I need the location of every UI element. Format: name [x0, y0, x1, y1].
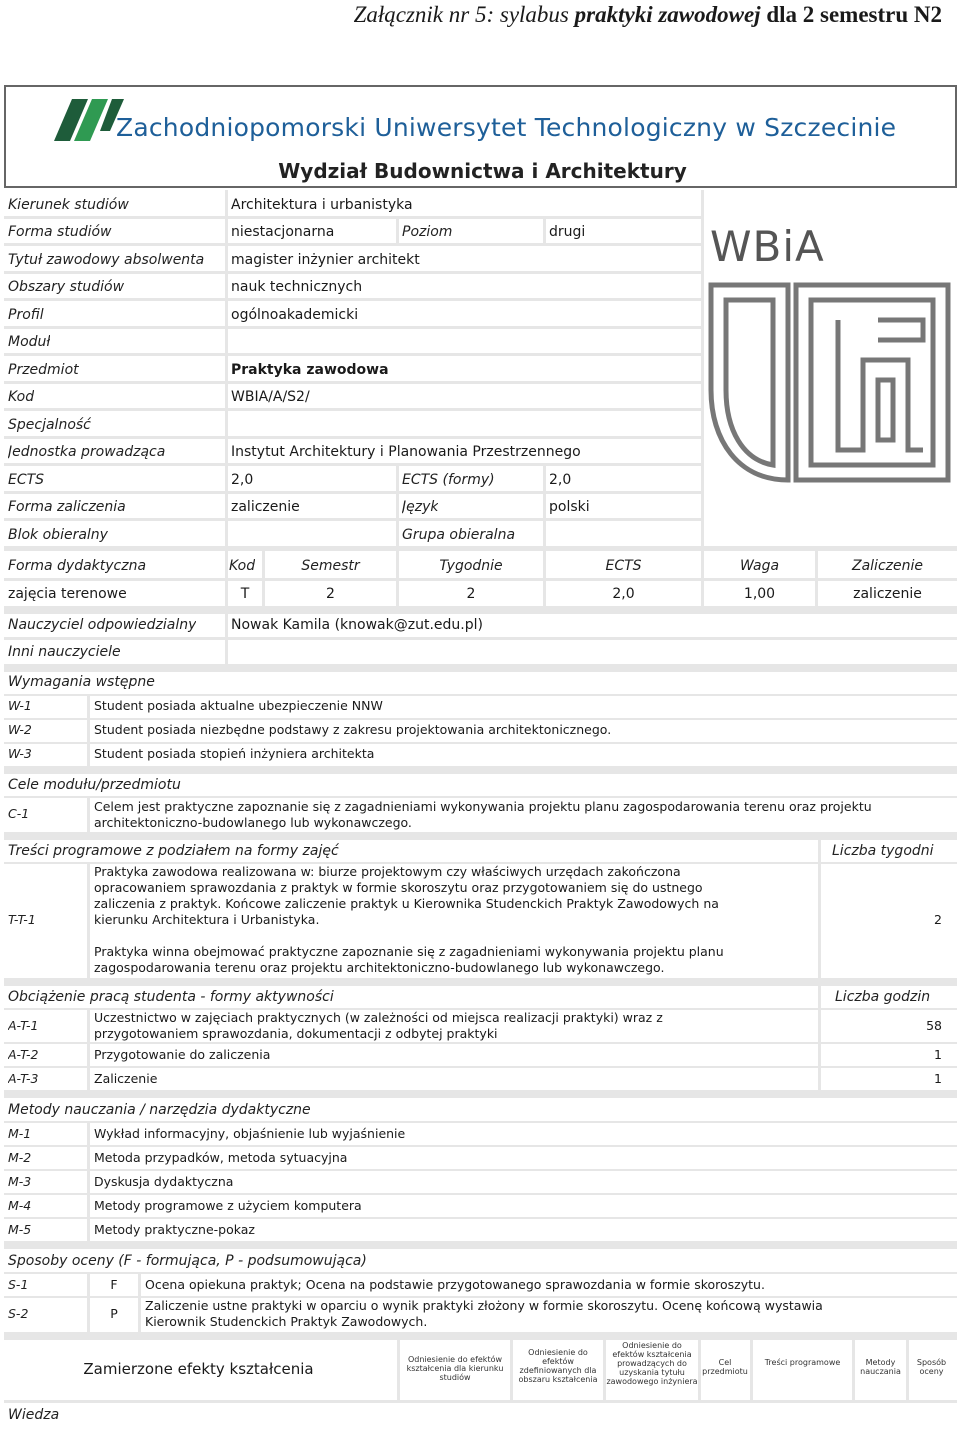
content-col-header: Liczba tygodni — [832, 843, 934, 859]
value-nauczyciel: Nowak Kamila (knowak@zut.edu.pl) — [231, 617, 483, 633]
label-kierunek: Kierunek studiów — [8, 197, 129, 213]
workload-hours: 58 — [926, 1018, 942, 1033]
req-code: W-3 — [8, 746, 32, 761]
method-code: M-2 — [8, 1150, 32, 1165]
label-inni: Inni nauczyciele — [8, 644, 121, 660]
workload-hours: 1 — [934, 1047, 942, 1062]
content-line: Praktyka zawodowa realizowana w: biurze projektowym czy właściwych urzędach zakończona — [94, 864, 681, 879]
method-code: M-4 — [8, 1198, 32, 1213]
req-code: W-2 — [8, 722, 32, 737]
content-line: zagospodarowania terenu oraz projektu architektoniczno-budowlanego lub wykonawczego. — [94, 960, 665, 975]
faculty-name: Wydział Budownictwa i Architektury — [278, 159, 687, 183]
forms-header-kod: Kod — [229, 558, 256, 574]
workload-text-line2: przygotowaniem sprawozdania, dokumentacji z odbytej praktyki — [94, 1026, 498, 1041]
forms-header-forma: Forma dydaktyczna — [8, 558, 147, 574]
method-code: M-1 — [8, 1126, 32, 1141]
requirements-title: Wymagania wstępne — [8, 674, 155, 690]
method-code: M-5 — [8, 1222, 32, 1237]
req-code: W-1 — [8, 698, 32, 713]
value-przedmiot: Praktyka zawodowa — [231, 362, 389, 378]
content-line: zaliczenia z praktyk. Końcowe zaliczenie praktyk u Kierownika Studenckich Praktyk Zawodowych na — [94, 896, 719, 911]
forms-row-ects: 2,0 — [612, 586, 635, 602]
outcomes-col-tresci: Treści programowe — [764, 1358, 841, 1367]
label-ects-formy: ECTS (formy) — [402, 472, 495, 488]
methods-title: Metody nauczania / narzędzia dydaktyczne — [8, 1102, 311, 1118]
label-ects: ECTS — [8, 472, 45, 488]
assessment-code: S-1 — [8, 1277, 29, 1292]
label-jezyk: Język — [402, 499, 439, 515]
content-weeks-value: 2 — [934, 912, 942, 927]
wbia-emblem-icon — [708, 280, 953, 490]
value-tytul: magister inżynier architekt — [231, 252, 420, 268]
value-forma-zaliczenia: zaliczenie — [231, 499, 300, 515]
forms-header-ects: ECTS — [605, 558, 642, 574]
heading-normal: Załącznik nr 5: sylabus — [353, 2, 569, 27]
page-heading — [354, 2, 942, 28]
method-text: Wykład informacyjny, objaśnienie lub wyjaśnienie — [94, 1126, 406, 1141]
workload-code: A-T-2 — [8, 1047, 39, 1062]
assessment-text-line1: Zaliczenie ustne praktyki w oparciu o wynik praktyki złożony w formie skoroszytu. Ocenę końcową wystawia — [145, 1298, 823, 1313]
wbia-logo-text: WBiA — [710, 222, 825, 271]
heading-bold-italic: praktyki zawodowej — [574, 2, 761, 27]
assessment-text-line1: Ocena opiekuna praktyk; Ocena na podstawie przygotowanego sprawozdania w formie skoroszytu. — [145, 1277, 765, 1292]
outcomes-col-sposob: Sposób oceny — [916, 1358, 947, 1376]
content-line: opracowaniem sprawozdania z praktyk w formie skoroszytu oraz przygotowaniem się do ustnego — [94, 880, 703, 895]
req-text: Student posiada stopień inżyniera architekta — [94, 746, 375, 761]
content-line: Praktyka winna obejmować praktyczne zapoznanie się z zagadnieniami wykonywania projektu planu — [94, 944, 724, 959]
assessment-type: P — [110, 1306, 118, 1321]
assessment-code: S-2 — [8, 1306, 29, 1321]
forms-row-forma: zajęcia terenowe — [8, 586, 127, 602]
forms-row-zaliczenie: zaliczenie — [853, 586, 922, 602]
university-name: Zachodniopomorski Uniwersytet Technologiczny w Szczecinie — [116, 113, 897, 142]
value-poziom: drugi — [549, 224, 586, 240]
forms-row-waga: 1,00 — [743, 586, 776, 602]
assessment-title: Sposoby oceny (F - formująca, P - podsumowująca) — [8, 1253, 367, 1269]
assessment-type: F — [110, 1277, 118, 1292]
goal-text-line1: Celem jest praktyczne zapoznanie się z zagadnieniami wykonywania projektu planu zagospodarowania terenu oraz projektu — [94, 799, 872, 814]
heading-bold: dla 2 semestru N2 — [766, 2, 942, 27]
workload-text-line1: Uczestnictwo w zajęciach praktycznych (w zależności od miejsca realizacji praktyki) wraz z — [94, 1010, 663, 1025]
goal-code: C-1 — [8, 806, 30, 821]
req-text: Student posiada niezbędne podstawy z zakresu projektowania architektonicznego. — [94, 722, 612, 737]
workload-col-header: Liczba godzin — [835, 989, 931, 1005]
method-text: Metody praktyczne-pokaz — [94, 1222, 255, 1237]
outcomes-col-kierunek: Odniesienie do efektów kształcenia dla kierunku studiów — [406, 1355, 504, 1382]
method-text: Metoda przypadków, metoda sytuacyjna — [94, 1150, 348, 1165]
assessment-text-line2: Kierownik Studenckich Praktyk Zawodowych. — [145, 1314, 428, 1329]
outcomes-title: Zamierzone efekty kształcenia — [83, 1360, 314, 1378]
label-grupa: Grupa obieralna — [402, 527, 516, 543]
method-text: Metody programowe z użyciem komputera — [94, 1198, 362, 1213]
workload-text-line1: Przygotowanie do zaliczenia — [94, 1047, 271, 1062]
label-modul: Moduł — [8, 334, 51, 350]
workload-code: A-T-3 — [8, 1071, 39, 1086]
workload-text-line1: Zaliczenie — [94, 1071, 158, 1086]
value-jednostka: Instytut Architektury i Planowania Przestrzennego — [231, 444, 581, 460]
outcomes-section-wiedza: Wiedza — [8, 1407, 60, 1423]
value-obszary: nauk technicznych — [231, 279, 363, 295]
outcomes-col-cel: Cel przedmiotu — [702, 1358, 748, 1376]
forms-row-kod: T — [240, 586, 250, 602]
label-tytul: Tytuł zawodowy absolwenta — [8, 252, 205, 268]
goal-text-line2: architektoniczno-budowlanego lub wykonawczego. — [94, 815, 412, 830]
value-forma-studiow: niestacjonarna — [231, 224, 335, 240]
label-specjalnosc: Specjalność — [8, 417, 91, 433]
value-profil: ogólnoakademicki — [231, 307, 359, 323]
label-forma-zaliczenia: Forma zaliczenia — [8, 499, 126, 515]
zut-logo-icon — [54, 97, 124, 143]
outcomes-col-obszar: Odniesienie do efektów zdefiniowanych dla obszaru kształcenia — [518, 1348, 598, 1384]
goals-title: Cele modułu/przedmiotu — [8, 777, 181, 793]
label-profil: Profil — [8, 307, 44, 323]
label-nauczyciel: Nauczyciel odpowiedzialny — [8, 617, 197, 633]
value-kod: WBIA/A/S2/ — [231, 389, 310, 405]
value-jezyk: polski — [549, 499, 590, 515]
content-code: T-T-1 — [8, 912, 36, 927]
label-blok: Blok obieralny — [8, 527, 108, 543]
value-ects: 2,0 — [231, 472, 254, 488]
req-text: Student posiada aktualne ubezpieczenie NNW — [94, 698, 383, 713]
outcomes-col-metody: Metody nauczania — [860, 1358, 901, 1376]
value-ects-formy: 2,0 — [549, 472, 572, 488]
workload-title: Obciążenie pracą studenta - formy aktywności — [8, 989, 334, 1005]
forms-header-semestr: Semestr — [301, 558, 360, 574]
wbia-logo — [708, 222, 953, 492]
workload-hours: 1 — [934, 1071, 942, 1086]
forms-row-tygodnie: 2 — [466, 586, 476, 602]
forms-header-zaliczenie: Zaliczenie — [852, 558, 923, 574]
label-przedmiot: Przedmiot — [8, 362, 79, 378]
label-obszary: Obszary studiów — [8, 279, 125, 295]
forms-header-waga: Waga — [739, 558, 780, 574]
label-kod: Kod — [8, 389, 35, 405]
forms-row-semestr: 2 — [326, 586, 335, 602]
label-poziom: Poziom — [402, 224, 453, 240]
label-jednostka: Jednostka prowadząca — [8, 444, 166, 460]
content-title: Treści programowe z podziałem na formy zajęć — [8, 843, 339, 859]
content-line: kierunku Architektura i Urbanistyka. — [94, 912, 320, 927]
value-kierunek: Architektura i urbanistyka — [231, 197, 413, 213]
university-banner — [4, 85, 957, 188]
label-forma-studiow: Forma studiów — [8, 224, 112, 240]
forms-header-tygodnie: Tygodnie — [439, 558, 503, 574]
method-code: M-3 — [8, 1174, 32, 1189]
outcomes-col-inzynier: Odniesienie do efektów kształcenia prowadzących do uzyskania tytułu zawodowego inżyniera — [606, 1341, 698, 1386]
method-text: Dyskusja dydaktyczna — [94, 1174, 234, 1189]
workload-code: A-T-1 — [8, 1018, 39, 1033]
